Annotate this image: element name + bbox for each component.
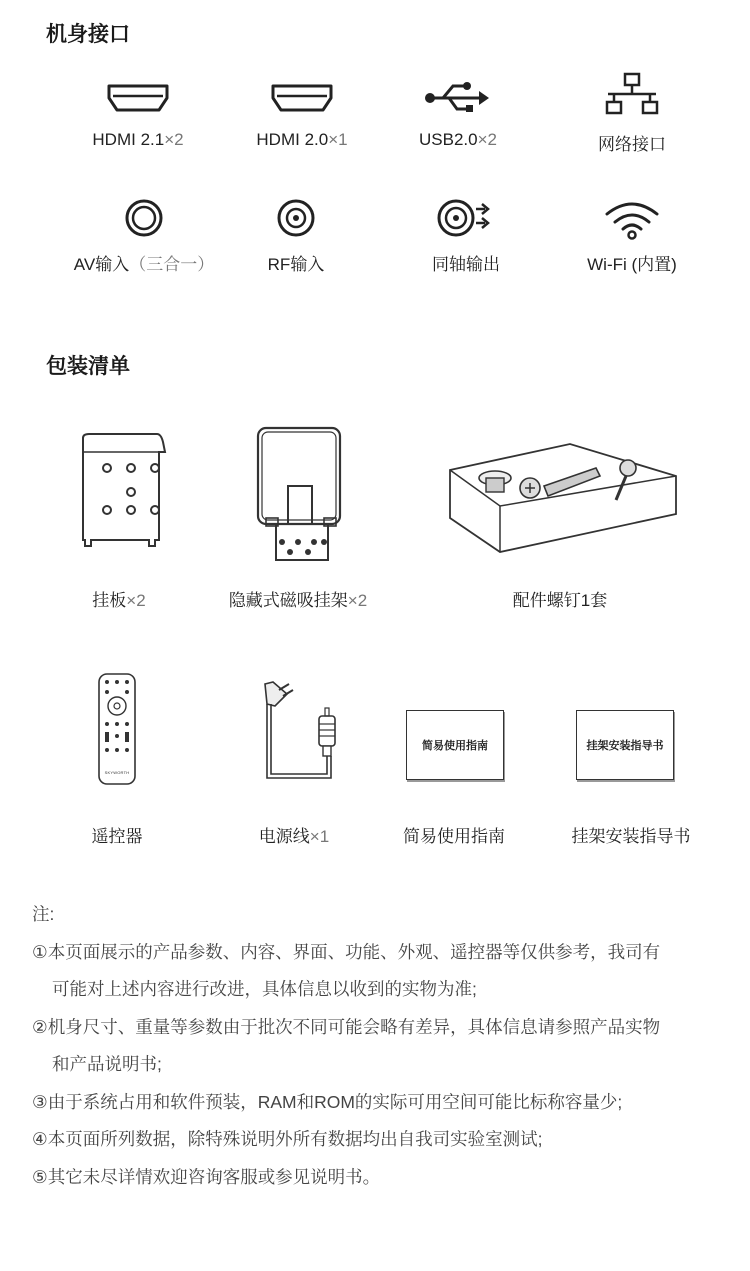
package-item-label: 电源线×1 [258,827,330,846]
port-wifi [542,200,722,275]
note-line: ③由于系统占用和软件预装，RAM和ROM的实际可用空间可能比标称容量少; [32,1091,623,1112]
port-label: Wi-Fi (内置) [587,255,677,274]
port-hdmi-2-1 [48,80,228,150]
package-item-label: 挂架安装指导书 [571,827,691,846]
port-label: HDMI 2.0×1 [256,130,348,149]
package-item-wall-plate [44,430,194,610]
package-item-label: 隐藏式磁吸挂架×2 [228,591,368,610]
port-label: 同轴输出 [432,255,500,274]
port-label: 网络接口 [598,135,666,154]
note-line: 可能对上述内容进行改进，具体信息以收到的实物为准; [52,979,477,999]
screw-kit-icon [440,440,680,560]
ports-section-title: 机身接口 [46,23,130,46]
hdmi-icon [105,80,171,116]
package-item-label: 配件螺钉1套 [512,591,608,610]
rf-icon [276,198,316,238]
quick-guide-icon [406,710,504,780]
note-line: ⑤其它未尽详情欢迎咨询客服或参见说明书。 [32,1166,381,1187]
port-coaxial-output [376,198,556,275]
hidden-magnetic-bracket-icon [248,424,348,564]
package-item-remote [58,672,176,846]
remote-brand-text: SKYWORTH [104,770,130,775]
bracket-guide-icon [576,710,674,780]
port-usb [368,80,548,150]
wall-plate-icon [69,430,169,550]
power-cord-icon [249,678,339,788]
note-line: ①本页面展示的产品参数、内容、界面、功能、外观、遥控器等仅供参考，我司有 [32,941,661,962]
remote-control-icon [97,672,137,786]
package-item-label: 简易使用指南 [403,827,505,846]
coaxial-icon [436,198,496,238]
wifi-icon [603,200,661,240]
notes-section [32,896,732,1196]
usb-icon [423,80,493,116]
package-item-label: 挂板×2 [92,591,146,610]
av-icon [124,198,164,238]
port-hdmi-2-0 [212,80,392,150]
port-label: USB2.0×2 [419,130,497,149]
package-item-bracket-guide [562,708,700,846]
package-item-screw-kit [440,440,680,610]
quick-guide-cover-title: 简易使用指南 [422,740,488,752]
hdmi-icon [269,80,335,116]
port-label: HDMI 2.1×2 [92,130,184,149]
package-item-magnetic-bracket [218,424,378,610]
package-section-title: 包装清单 [46,355,130,378]
port-network [542,72,722,155]
note-line: ②机身尺寸、重量等参数由于批次不同可能会略有差异，具体信息请参照产品实物 [32,1016,661,1037]
port-label: AV输入（三合一） [73,255,215,274]
port-label: RF输入 [267,255,325,274]
note-line: 和产品说明书; [52,1054,162,1074]
package-item-power-cord [226,678,362,846]
bracket-guide-cover-title: 挂架安装指导书 [586,740,664,752]
note-line: ④本页面所列数据，除特殊说明外所有数据均出自我司实验室测试; [32,1129,543,1149]
notes-heading: 注: [32,904,55,924]
package-item-label: 遥控器 [91,827,143,846]
port-rf-input [206,198,386,275]
package-item-quick-guide [392,708,516,846]
network-icon [604,72,660,118]
